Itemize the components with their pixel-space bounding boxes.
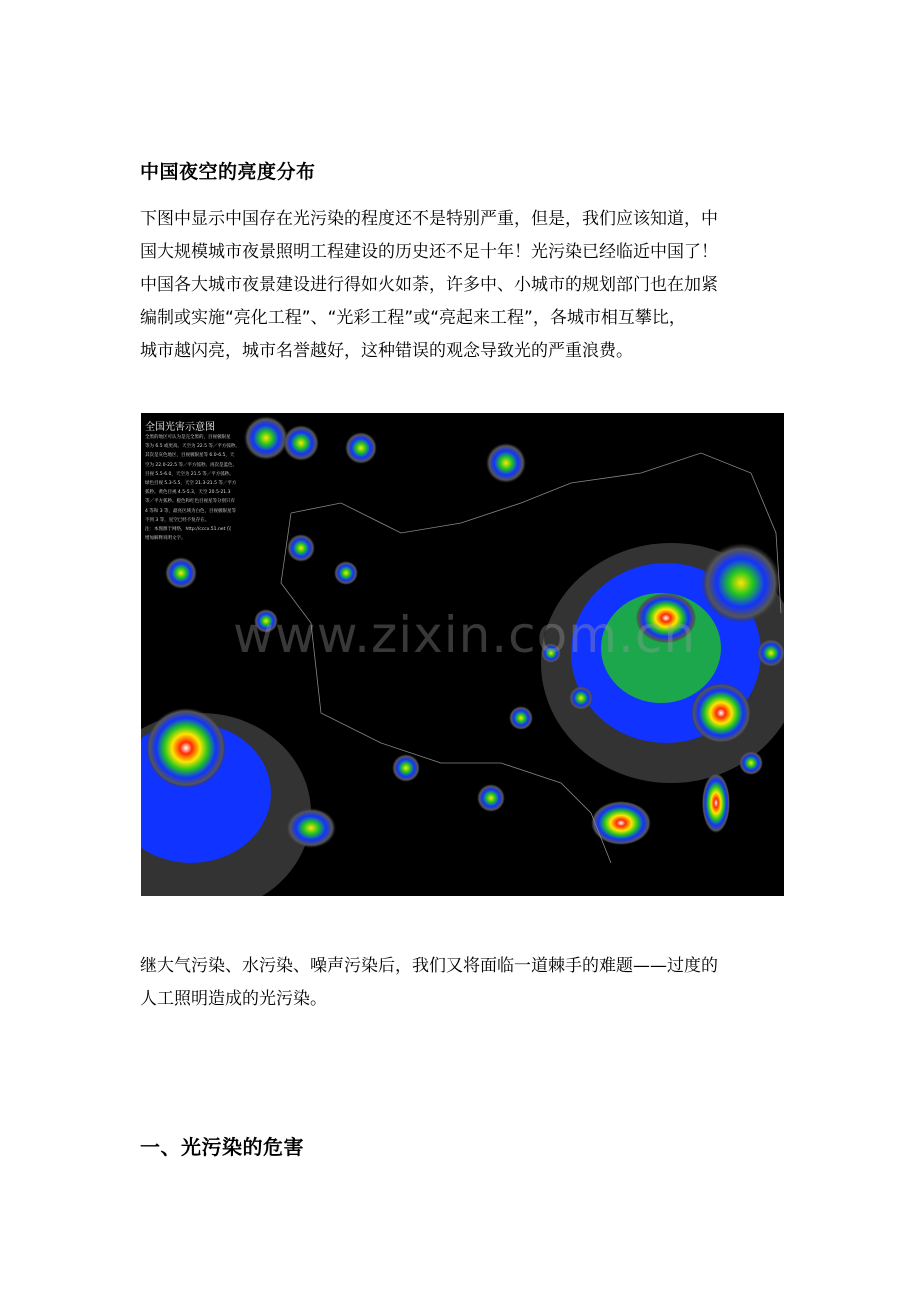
legend-line: 注：本图源于网络，http://cccx.51.net 仅 (145, 527, 232, 533)
map-legend (145, 433, 277, 543)
paragraph-line: 人工照明造成的光污染。 (140, 989, 327, 1009)
legend-line: 目视 5.5-6.0，天空为 21.5 等／平方弧秒。 (145, 471, 234, 477)
legend-line: 等为 6.5 或更高。天空为 22.5 等／平方弧秒。 (145, 444, 240, 450)
paragraph-line: 国大规模城市夜景照明工程建设的历史还不足十年！光污染已经临近中国了！ (140, 242, 718, 262)
legend-line: 等／平方弧秒。橙色和红色目视星等分别只有 (145, 499, 235, 505)
legend-line: 4 等和 3 等，最亮区域为白色，目视极限星等 (145, 508, 237, 514)
legend-line: 绿色目视 5.3-5.5，天空 21.3-21.5 等／平方 (145, 481, 237, 487)
pollution-paragraph (140, 950, 790, 1016)
map-title: 全国光害示意图 (145, 422, 215, 433)
intro-paragraph (140, 203, 790, 368)
legend-line: 空为 22.0-22.5 等／平方弧秒。再次是蓝色， (145, 462, 238, 468)
paragraph-line: 下图中显示中国存在光污染的程度还不是特别严重，但是，我们应该知道，中 (140, 209, 718, 229)
legend-line: 不到 3 等，星空已经不复存在。 (145, 517, 210, 523)
watermark: www.zixin.com.cn (233, 606, 697, 664)
legend-line: 弧秒。黄色目视 4.5-5.3，天空 20.5-21.3 (145, 490, 231, 496)
legend-line: 增加解释说明文字。 (145, 536, 186, 542)
light-pollution-map (141, 413, 784, 896)
legend-line: 其次是灰色地区，目视极限星等 6.0-6.5，天 (145, 453, 235, 459)
legend-line: 全黑的地区可认为是完全黑的，目视极限星 (145, 435, 231, 440)
paragraph-line: 城市越闪亮，城市名誉越好，这种错误的观念导致光的严重浪费。 (140, 341, 633, 361)
paragraph-line: 编制或实施“亮化工程”、“光彩工程”或“亮起来工程”，各城市相互攀比， (140, 308, 686, 328)
paragraph-line: 继大气污染、水污染、噪声污染后，我们又将面临一道棘手的难题——过度的 (140, 956, 718, 976)
section-title: 一、光污染的危害 (140, 1135, 304, 1159)
section-title: 中国夜空的亮度分布 (140, 161, 316, 183)
paragraph-line: 中国各大城市夜景建设进行得如火如荼，许多中、小城市的规划部门也在加紧 (140, 275, 718, 295)
